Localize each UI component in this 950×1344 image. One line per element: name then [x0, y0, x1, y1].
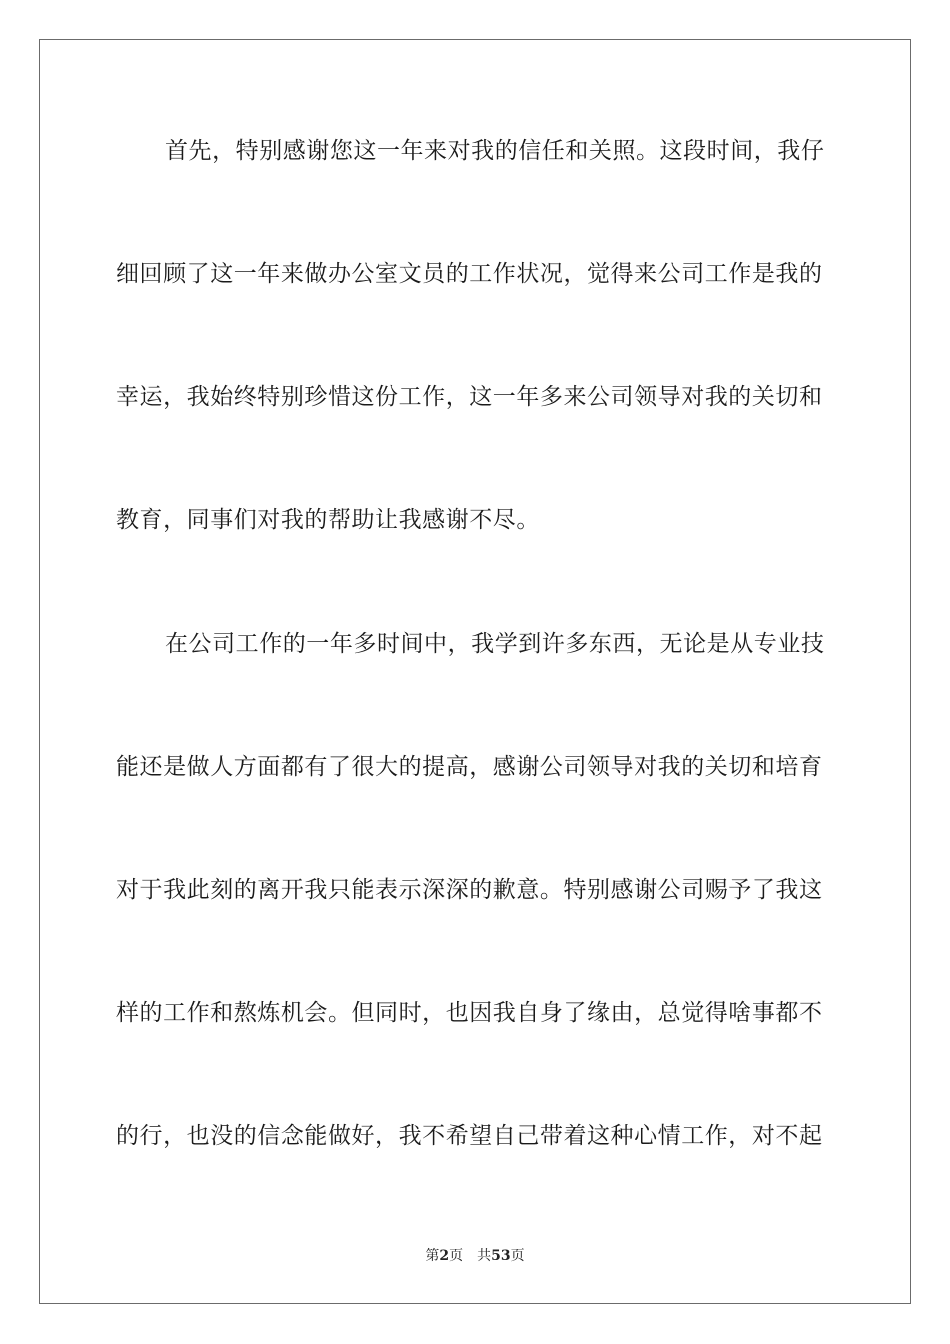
paragraph-line: 的行，也没的信念能做好，我不希望自己带着这种心情工作，对不起 [116, 1123, 823, 1149]
footer-total-pages: 53 [491, 1248, 511, 1264]
paragraph-line: 在公司工作的一年多时间中，我学到许多东西，无论是从专业技 [165, 631, 825, 657]
paragraph-line: 细回顾了这一年来做办公室文员的工作状况，觉得来公司工作是我的 [116, 261, 823, 287]
paragraph-line: 对于我此刻的离开我只能表示深深的歉意。特别感谢公司赐予了我这 [116, 877, 823, 903]
footer-total-prefix: 共 [477, 1248, 492, 1264]
paragraph-line: 教育，同事们对我的帮助让我感谢不尽。 [116, 507, 540, 533]
footer-total-suffix: 页 [510, 1248, 525, 1264]
paragraph-line: 幸运，我始终特别珍惜这份工作，这一年多来公司领导对我的关切和 [116, 384, 823, 410]
footer-page-prefix: 第 [425, 1248, 440, 1264]
page-frame [39, 39, 911, 1304]
paragraph-line: 首先，特别感谢您这一年来对我的信任和关照。这段时间，我仔 [165, 138, 825, 164]
page-footer [0, 1247, 950, 1265]
paragraph-line: 样的工作和熬炼机会。但同时，也因我自身了缘由，总觉得啥事都不 [116, 1000, 823, 1026]
footer-page-number: 2 [439, 1248, 450, 1264]
paragraph-line: 能还是做人方面都有了很大的提高，感谢公司领导对我的关切和培育 [116, 754, 823, 780]
footer-page-suffix: 页 [449, 1248, 464, 1264]
